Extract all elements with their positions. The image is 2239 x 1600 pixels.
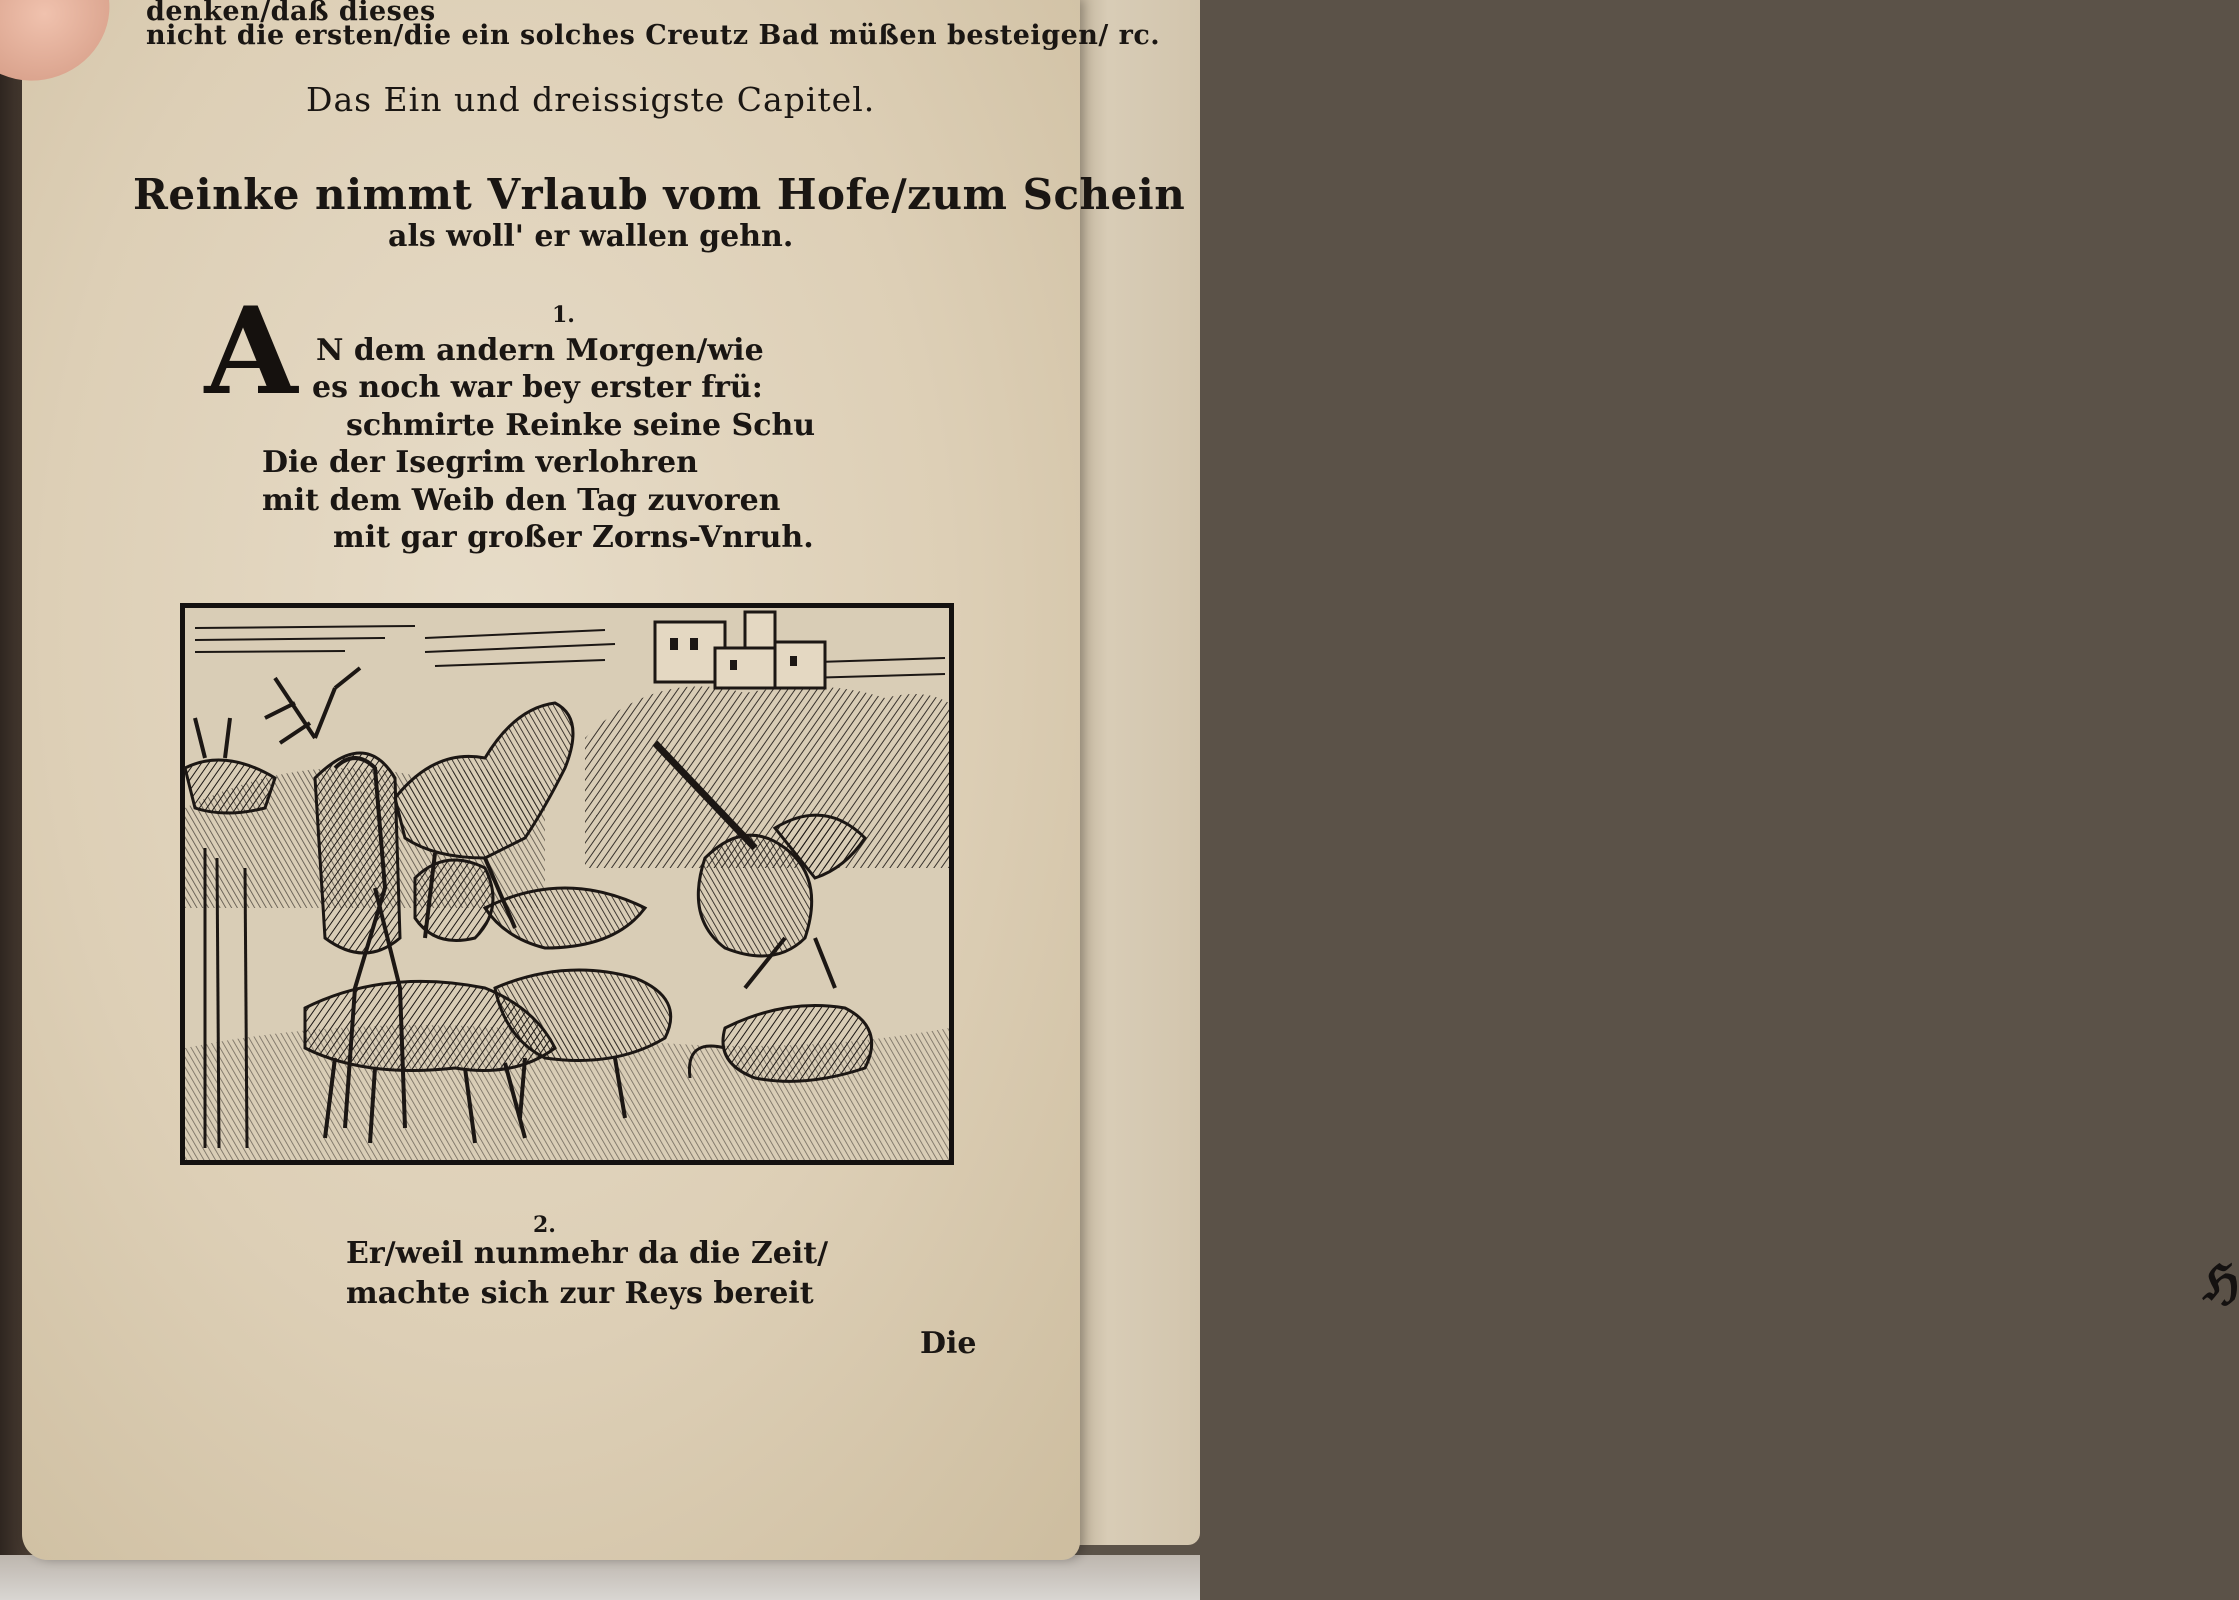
chapter-title-line-2: als woll' er wallen gehn. bbox=[388, 219, 794, 254]
stanza-1-line-2: es noch war bey erster frü: bbox=[312, 370, 763, 405]
top-line-2: nicht die ersten/die ein solches Creutz Bad müßen besteigen/ rc. bbox=[146, 20, 1161, 51]
drop-cap-letter: A bbox=[204, 281, 298, 422]
stanza-2-line-2: machte sich zur Reys bereit bbox=[346, 1276, 814, 1311]
stanza-number-1: 1. bbox=[552, 302, 575, 328]
chapter-heading: Das Ein und dreissigste Capitel. bbox=[306, 80, 876, 119]
stanza-1-line-1: N dem andern Morgen/wie bbox=[316, 333, 764, 368]
drop-cap-initial bbox=[195, 281, 307, 422]
stanza-1-line-3: schmirte Reinke seine Schu bbox=[346, 408, 816, 443]
chapter-title-line-1: Reinke nimmt Vrlaub vom Hofe/zum Schein bbox=[133, 170, 1186, 219]
background-surface bbox=[0, 1555, 1200, 1600]
stanza-2-line-1: Er/weil nunmehr da die Zeit/ bbox=[346, 1236, 829, 1271]
facing-page bbox=[1068, 0, 2239, 1545]
stanza-1-line-5: mit dem Weib den Tag zuvoren bbox=[262, 483, 781, 518]
stanza-number-2: 2. bbox=[533, 1212, 556, 1238]
stanza-1-line-6: mit gar großer Zorns-Vnruh. bbox=[333, 520, 814, 555]
woodcut-illustration bbox=[180, 603, 954, 1165]
facing-page-glyph: ℌ bbox=[2203, 1255, 2239, 1311]
stanza-1-line-4: Die der Isegrim verlohren bbox=[262, 445, 698, 480]
top-line-1: denken/daß dieses bbox=[146, 0, 436, 27]
catchword: Die bbox=[920, 1326, 977, 1361]
